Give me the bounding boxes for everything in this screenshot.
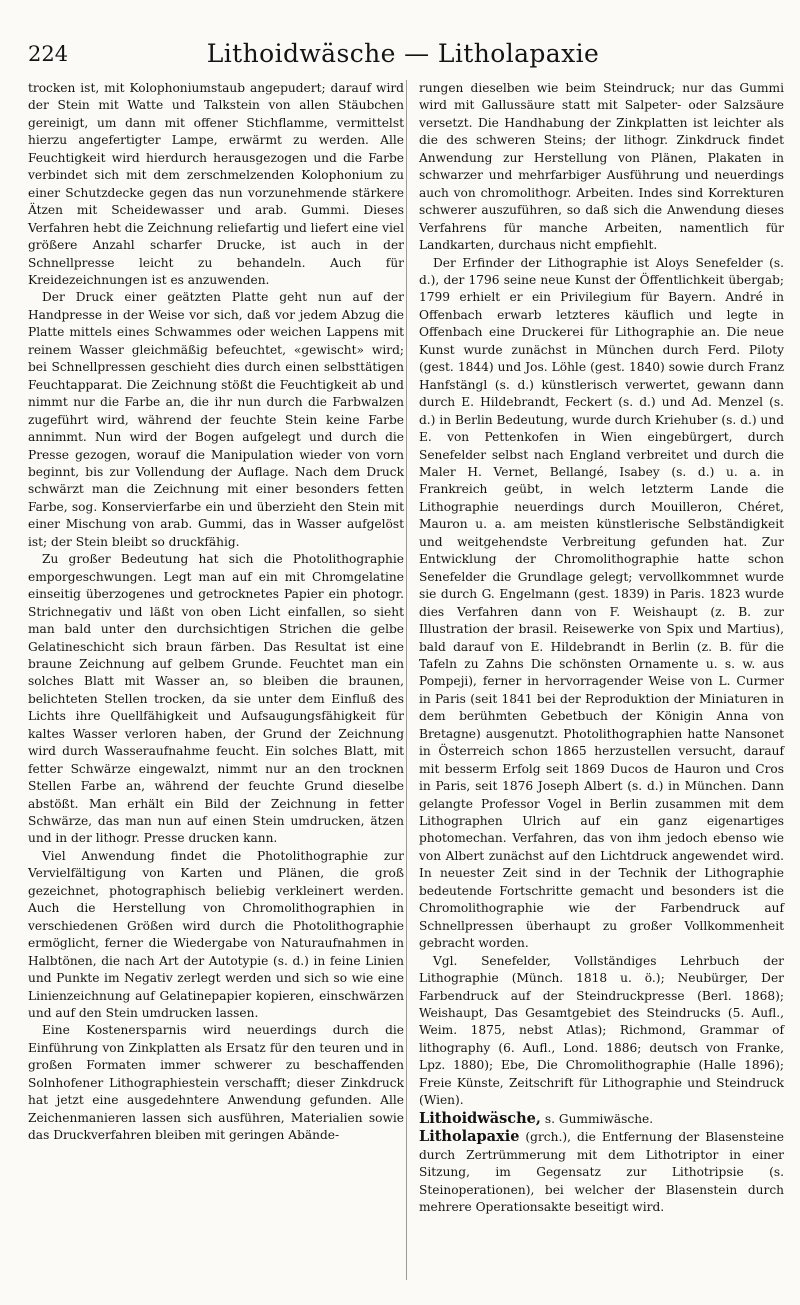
entry-text: (grch.), die Entfernung der Blasensteine durch Zertrümmerung mit dem Lithotriptor in einer Sitzung, im Gegensatz zur Lithotripsie (s. Steinoperationen), bei welcher der Blasenstein durch mehrere Operationsakte beseitigt wird. — [419, 1130, 784, 1214]
column-divider — [406, 80, 407, 1280]
dictionary-entry — [419, 1110, 784, 1128]
entry-headword: Lithoidwäsche, — [419, 1109, 541, 1127]
page-number: 224 — [28, 42, 69, 66]
right-column — [419, 80, 784, 1216]
paragraph: Der Druck einer geätzten Platte geht nun auf der Handpresse in der Weise vor sich, daß vor jedem Abzug die Platte mittels eines Schwammes oder weichen Lappens mit reinem Wasser gleichmäßig befeuchtet, «gewischt» wird; bei Schnellpressen geschieht dies durch einen selbsttätigen Feuchtapparat. Die Zeichnung stößt die Feuchtigkeit ab und nimmt nur die Farbe an, die ihr nun durch die Farbwalzen zugeführt wird, während der feuchte Stein keine Farbe annimmt. Nun wird der Bogen aufgelegt und durch die Presse gezogen, worauf die Manipulation wieder von vorn beginnt, bis zur Vollendung der Auflage. Nach dem Druck schwärzt man die Zeichnung mit einer besonders fetten Farbe, sog. Konservierfarbe ein und überzieht den Stein mit einer Mischung von arab. Gummi, das in Wasser aufgelöst ist; der Stein bleibt so druckfähig. — [28, 290, 404, 549]
page-header — [28, 39, 778, 76]
running-title: Lithoidwäsche — Litholapaxie — [206, 39, 600, 68]
paragraph: trocken ist, mit Kolophoniumstaub angepudert; darauf wird der Stein mit Watte und Talkstein von allen Stäubchen gereinigt, um dann mit offener Stichflamme, vermittelst hierzu angefertigter Lampe, erwärmt zu werden. Alle Feuchtigkeit wird hierdurch herausgezogen und die Farbe verbindet sich mit dem zerschmelzenden Kolophonium zu einer Schutzdecke gegen das nun vorzunehmende stärkere Ätzen mit Scheidewasser und arab. Gummi. Dieses Verfahren hebt die Zeichnung reliefartig und liefert eine viel größere Anzahl scharfer Drucke, ist auch in der Schnellpresse leicht zu behandeln. Auch für Kreidezeichnungen ist es anzuwenden. — [28, 81, 404, 287]
paragraph: Vgl. Senefelder, Vollständiges Lehrbuch der Lithographie (Münch. 1818 u. ö.); Neubürger, Der Farbendruck auf der Steindruckpresse (Berl. 1868); Weishaupt, Das Gesamtgebiet des Steindrucks (5. Aufl., Weim. 1875, nebst Atlas); Richmond, Grammar of lithography (6. Aufl., Lond. 1886; deutsch von Franke, Lpz. 1880); Ebe, Die Chromolithographie (Halle 1896); Freie Künste, Zeitschrift für Lithographie und Steindruck (Wien). — [419, 953, 784, 1108]
paragraph: Viel Anwendung findet die Photolithographie zur Vervielfältigung von Karten und Plänen, die groß gezeichnet, photographisch beliebig verkleinert werden. Auch die Herstellung von Chromolithographien in verschiedenen Größen wird durch die Photolithographie ermöglicht, ferner die Wiedergabe von Naturaufnahmen in Halbtönen, die nach Art der Autotypie (s. d.) in feine Linien und Punkte im Negativ zerlegt werden und sich so wie eine Linienzeichnung auf Gelatinepapier kopieren, einschwärzen und auf den Stein umdrucken lassen. — [28, 848, 404, 1021]
dictionary-entry — [419, 1128, 784, 1216]
entry-text: s. Gummiwäsche. — [540, 1111, 654, 1126]
paragraph: Zu großer Bedeutung hat sich die Photolithographie emporgeschwungen. Legt man auf ein mit Chromgelatine einseitig überzogenes und getrocknetes Papier ein photogr. Strichnegativ und läßt von oben Licht einfallen, so sieht man bald unter den durchsichtigen Strichen die gelbe Gelatineschicht sich braun färben. Das Resultat ist eine braune Zeichnung auf gelbem Grunde. Feuchtet man ein solches Blatt mit Wasser an, so bleiben die braunen, belichteten Stellen trocken, da sie unter dem Einfluß des Lichts ihre Quellfähigkeit und Aufsaugungsfähigkeit für kaltes Wasser verloren haben, der Grund der Zeichnung wird durch Wasseraufnahme feucht. Ein solches Blatt, mit fetter Schwärze eingewalzt, nimmt nur an den trocknen Stellen Farbe an, während der feuchte Grund dieselbe abstößt. Man erhält ein Bild der Zeichnung in fetter Schwärze, das man nun auf einen Stein umdrucken, ätzen und in der lithogr. Presse drucken kann. — [28, 552, 404, 846]
entry-headword: Litholapaxie — [419, 1128, 520, 1146]
paragraph: Eine Kostenersparnis wird neuerdings durch die Einführung von Zinkplatten als Ersatz für den teuren und in großen Formaten immer schwerer zu beschaffenden Solnhofener Lithographiestein verschafft; dieser Zinkdruck hat jetzt eine ausgedehntere Anwendung gefunden. Alle Zeichenmanieren lassen sich ausführen, Materialien sowie das Druckverfahren bleiben mit geringen Abände- — [28, 1023, 404, 1143]
paragraph: Der Erfinder der Lithographie ist Aloys Senefelder (s. d.), der 1796 seine neue Kunst der Öffentlichkeit übergab; 1799 erhielt er ein Privilegium für Bayern. André in Offenbach erwarb letzteres käuflich und legte in Offenbach eine Druckerei für Lithographie an. Die neue Kunst wurde zunächst in München durch Ferd. Piloty (gest. 1844) und Jos. Löhle (gest. 1840) sowie durch Franz Hanfstängl (s. d.) künstlerisch verwertet, gewann dann durch E. Hildebrandt, Feckert (s. d.) und Ad. Menzel (s. d.) in Berlin Bedeutung, wurde durch Kriehuber (s. d.) und E. von Pettenkofen in Wien eingebürgert, durch Senefelder selbst nach England verbreitet und durch die Maler H. Vernet, Bellangé, Isabey (s. d.) u. a. in Frankreich geübt, in welch letzterm Lande die Lithographie neuerdings durch Mouilleron, Chéret, Mauron u. a. am meisten künstlerische Selbständigkeit und weitgehendste Verbreitung gefunden hat. Zur Entwicklung der Chromolithographie hatte schon Senefelder die Grundlage gelegt; vervollkommnet wurde sie durch G. Engelmann (gest. 1839) in Paris. 1823 wurde dies Verfahren dann von F. Weishaupt (z. B. zur Illustration der brasil. Reisewerke von Spix und Martius), bald darauf von E. Hildebrandt in Berlin (z. B. für die Tafeln zu Zahns Die schönsten Ornamente u. s. w. aus Pompeji), ferner in hervorragender Weise von L. Curmer in Paris (seit 1841 bei der Reproduktion der Miniaturen in dem berühmten Gebetbuch der Königin Anna von Bretagne) ausgenutzt. Photolithographien hatte Nansonet in Österreich schon 1865 herzustellen versucht, darauf mit besserm Erfolg seit 1869 Ducos de Hauron und Cros in Paris, seit 1876 Joseph Albert (s. d.) in München. Dann gelangte Professor Vogel in Berlin zusammen mit dem Lithographen Ulrich auf ein ganz eigenartiges photomechan. Verfahren, das von ihm jedoch ebenso wie von Albert zunächst auf den Lichtdruck angewendet wird. In neuester Zeit sind in der Technik der Lithographie bedeutende Fortschritte gemacht und besonders ist die Chromolithographie wie der Farbendruck auf Schnellpressen überhaupt zu großer Vollkommenheit gebracht worden. — [419, 255, 784, 951]
paragraph: rungen dieselben wie beim Steindruck; nur das Gummi wird mit Gallussäure statt mit Salpeter- oder Salzsäure versetzt. Die Handhabung der Zinkplatten ist leichter als die des schweren Steins; der lithogr. Zinkdruck findet Anwendung zur Herstellung von Plänen, Plakaten in schwarzer und mehrfarbiger Ausführung und neuerdings auch von chromolithogr. Arbeiten. Indes sind Korrekturen schwerer auszuführen, so daß sich die Anwendung dieses Verfahrens für manche Arbeiten, namentlich für Landkarten, durchaus nicht empfiehlt. — [419, 81, 784, 253]
left-column — [28, 80, 404, 1145]
